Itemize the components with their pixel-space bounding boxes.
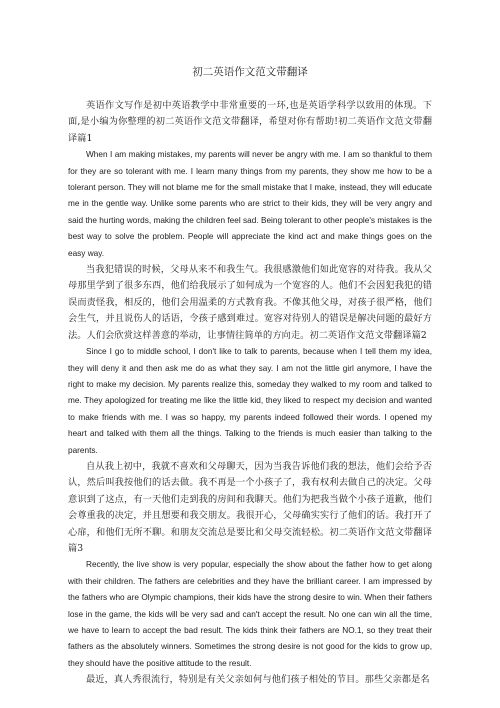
intro-paragraph: 英语作文写作是初中英语教学中非常重要的一环,也是英语学科学以致用的体现。下面,是小编为你整理的初二英语作文范文带翻译，希望对你有帮助!初二英语作文范文带翻译篇1	[68, 100, 432, 144]
chinese-paragraph-1: 当我犯错误的时候，父母从来不和我生气。我很感激他们如此宽容的对待我。我从父母那里学到了很多东西，他们给我展示了如何成为一个宽容的人。他们不会因犯我犯的错误而责怪我，相反的，他们会用温柔的方式教育我。不像其他父母，对孩子很严格，他们会生气，并且说伤人的话语，令孩子感到难过。宽容对待别人的错误是解决问题的最好方法。人们会欣赏这样善意的举动，让事情往简单的方向走。初二英语作文范文带翻译篇2	[68, 264, 432, 341]
document-body	[68, 98, 432, 689]
chinese-paragraph-3: 最近，真人秀很流行，特别是有关父亲如何与他们孩子相处的节目。那些父亲都是名	[86, 674, 430, 686]
document-title: 初二英语作文范文带翻译	[192, 66, 308, 78]
chinese-paragraph-2: 自从我上初中，我就不喜欢和父母聊天，因为当我告诉他们我的想法，他们会给予否认，然后叫我按他们的话去做。我不再是一个小孩子了，我有权利去做自己的决定。父母意识到了这点，有一天他们走到我的房间和我聊天。他们为把我当做个小孩子道歉，他们会尊重我的决定，并且想要和我交朋友。我很开心，父母确实实行了他们的话。我打开了心扉，和他们无所不聊。和朋友交流总是要比和父母交流轻松。初二英语作文范文带翻译篇3	[68, 460, 432, 554]
english-paragraph-3: Recently, the live show is very popular, especially the show about the father how to get along with their children. The fathers are celebrities and they have the brilliant career. I am impressed by the fathers who are Olympic champions, their kids have the strong desire to win. When their fathers lose in the game, the kids will be very sad and can't accept the result. No one can win all the time, we have to learn to accept the bad result. The kids think their fathers are NO.1, so they treat their fathers as the absolutely winners. Sometimes the strong desire is not good for the kids to grow up, they should have the positive attitude to the result.	[68, 560, 432, 668]
english-paragraph-2: Since I go to middle school, I don't like to talk to parents, because when I tell them my idea, they will deny it and then ask me do as what they say. I am not the little girl anymore, I have the right to make my decision. My parents realize this, someday they walked to my room and talked to me. They apologized for treating me like the little kid, they liked to respect my decision and wanted to make friends with me. I was so happy, my parents indeed followed their words. I opened my heart and talked with them all the things. Talking to the friends is much easier than talking to the parents.	[68, 347, 432, 455]
english-paragraph-1: When I am making mistakes, my parents will never be angry with me. I am so thankful to them for they are so tolerant with me. I learn many things from my parents, they show me how to be a tolerant person. They will not blame me for the small mistake that I make, instead, they will educate me in the gentle way. Unlike some parents who are strict to their kids, they will be very angry and said the hurting words, making the children feel sad. Being tolerant to other people's mistakes is the best way to solve the problem. People will appreciate the kind act and make things goes on the easy way.	[68, 150, 432, 258]
